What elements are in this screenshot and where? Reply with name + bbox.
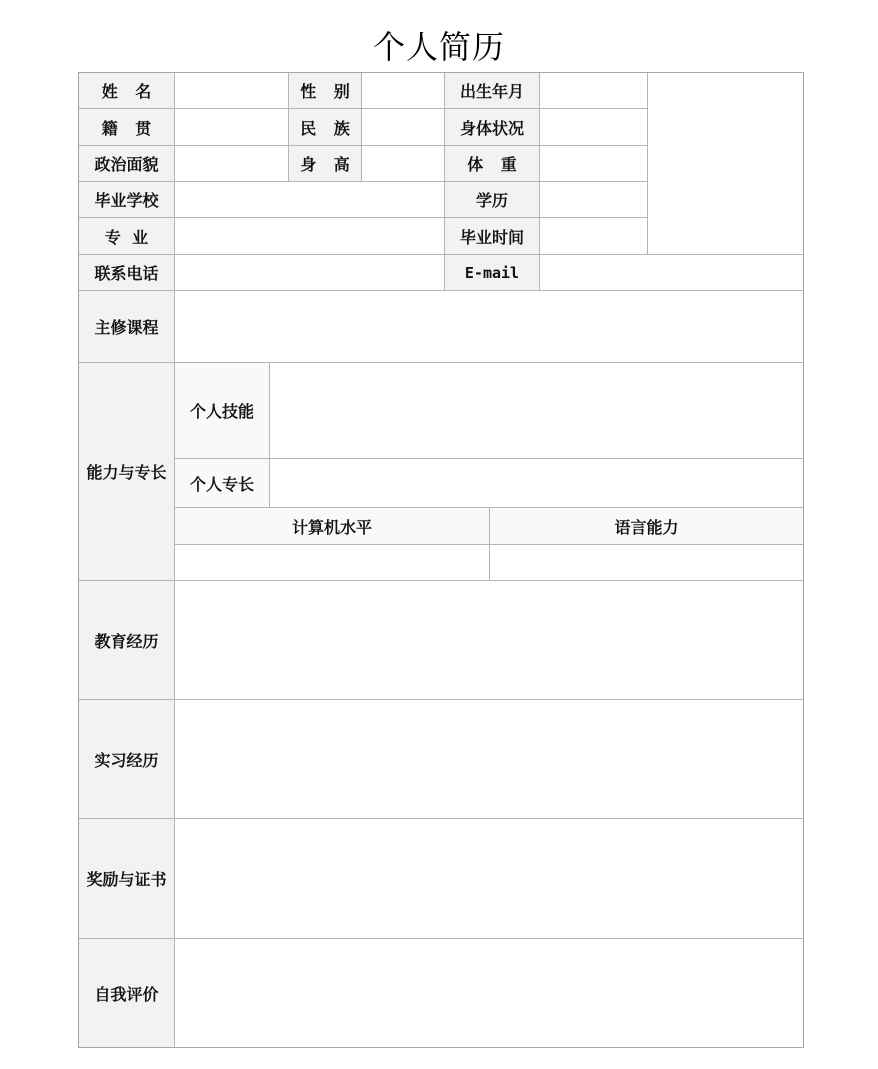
degree-field[interactable] — [539, 181, 648, 218]
internship-label: 实习经历 — [78, 699, 175, 819]
height-field[interactable] — [361, 145, 445, 182]
native-place-field[interactable] — [174, 108, 289, 146]
height-label: 身 高 — [288, 145, 362, 182]
resume-title: 个人简历 — [372, 28, 505, 66]
health-label: 身体状况 — [444, 108, 540, 146]
birth-field[interactable] — [539, 72, 648, 109]
name-label: 姓 名 — [78, 72, 175, 109]
specialty-field[interactable] — [269, 458, 804, 508]
school-label: 毕业学校 — [78, 181, 175, 218]
grad-time-field[interactable] — [539, 217, 648, 255]
grad-time-label: 毕业时间 — [444, 217, 540, 255]
weight-label: 体 重 — [444, 145, 540, 182]
courses-field[interactable] — [174, 290, 804, 363]
email-field[interactable] — [539, 254, 804, 291]
photo-box[interactable] — [647, 72, 804, 255]
specialty-label: 个人专长 — [174, 458, 270, 508]
degree-label: 学历 — [444, 181, 540, 218]
major-field[interactable] — [174, 217, 445, 255]
education-label: 教育经历 — [78, 580, 175, 700]
computer-field[interactable] — [174, 544, 490, 581]
computer-label: 计算机水平 — [174, 507, 490, 545]
ethnicity-label: 民 族 — [288, 108, 362, 146]
phone-field[interactable] — [174, 254, 445, 291]
self-eval-field[interactable] — [174, 938, 804, 1048]
birth-label: 出生年月 — [444, 72, 540, 109]
awards-field[interactable] — [174, 818, 804, 939]
gender-field[interactable] — [361, 72, 445, 109]
weight-field[interactable] — [539, 145, 648, 182]
health-field[interactable] — [539, 108, 648, 146]
internship-field[interactable] — [174, 699, 804, 819]
political-field[interactable] — [174, 145, 289, 182]
language-label: 语言能力 — [489, 507, 804, 545]
name-field[interactable] — [174, 72, 289, 109]
courses-label: 主修课程 — [78, 290, 175, 363]
skills-field[interactable] — [269, 362, 804, 459]
language-field[interactable] — [489, 544, 804, 581]
native-place-label: 籍 贯 — [78, 108, 175, 146]
school-field[interactable] — [174, 181, 445, 218]
ethnicity-field[interactable] — [361, 108, 445, 146]
abilities-label: 能力与专长 — [78, 362, 175, 581]
education-field[interactable] — [174, 580, 804, 700]
major-label: 专 业 — [78, 217, 175, 255]
skills-label: 个人技能 — [174, 362, 270, 459]
email-label: E-mail — [444, 254, 540, 291]
awards-label: 奖励与证书 — [78, 818, 175, 939]
phone-label: 联系电话 — [78, 254, 175, 291]
self-eval-label: 自我评价 — [78, 938, 175, 1048]
gender-label: 性 别 — [288, 72, 362, 109]
political-label: 政治面貌 — [78, 145, 175, 182]
